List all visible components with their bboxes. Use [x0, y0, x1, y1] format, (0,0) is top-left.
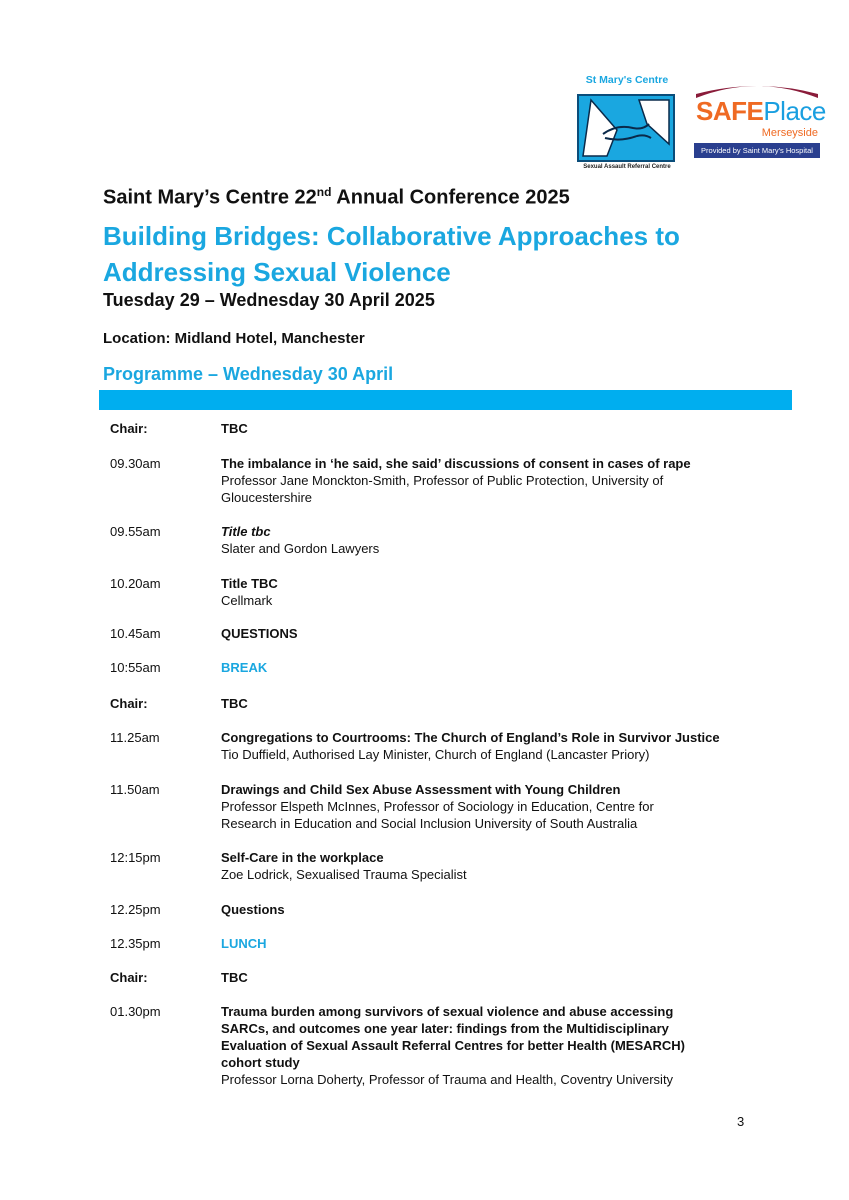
- schedule-time: 11.50am: [110, 782, 160, 797]
- schedule-time: 12.25pm: [110, 902, 161, 917]
- session-speaker-line: Zoe Lodrick, Sexualised Trauma Specialist: [221, 867, 467, 882]
- schedule-content: [221, 625, 790, 642]
- schedule-time: 10:55am: [110, 660, 161, 675]
- st-marys-logo-subtitle: Sexual Assault Referral Centre: [583, 164, 671, 170]
- programme-heading: Programme – Wednesday 30 April: [103, 364, 394, 384]
- st-marys-logo-title: St Mary's Centre: [585, 74, 669, 86]
- section-divider-bar: [99, 390, 792, 410]
- schedule-row: [110, 420, 790, 437]
- schedule-row: [110, 935, 790, 952]
- schedule-content: [221, 781, 790, 832]
- st-marys-logo: [575, 74, 679, 174]
- schedule-content: [221, 901, 790, 918]
- session-title: Self-Care in the workplace: [221, 850, 384, 865]
- session-speaker-line: Professor Lorna Doherty, Professor of Trauma and Health, Coventry University: [221, 1072, 674, 1087]
- schedule-row: [110, 849, 790, 883]
- session-speaker-line: Cellmark: [221, 593, 273, 608]
- schedule-content: [221, 455, 790, 506]
- main-title: Building Bridges: Collaborative Approaches to Addressing Sexual Violence: [103, 220, 680, 287]
- schedule-content: [221, 1003, 711, 1088]
- schedule-row: [110, 969, 790, 986]
- conference-dates: Tuesday 29 – Wednesday 30 April 2025: [103, 290, 435, 310]
- schedule-row: [110, 659, 790, 676]
- schedule-row: [110, 729, 790, 763]
- schedule-row: [110, 781, 790, 832]
- logo-area: [575, 74, 825, 174]
- schedule-content: [221, 420, 790, 437]
- session-title: QUESTIONS: [221, 626, 298, 641]
- session-title: Trauma burden among survivors of sexual violence and abuse accessing SARCs, and outcomes one year later: findings from the Multidisciplinary Evaluation of Sexual Assault Referral Centres for better Health (MESARCH) cohort study: [221, 1004, 686, 1070]
- schedule-content: [221, 523, 790, 557]
- session-title: Drawings and Child Sex Abuse Assessment with Young Children: [221, 782, 621, 797]
- session-speaker-line: Tio Duffield, Authorised Lay Minister, Church of England (Lancaster Priory): [221, 747, 650, 762]
- safeplace-band: Provided by Saint Mary's Hospital: [694, 143, 820, 158]
- schedule-time: Chair:: [110, 970, 148, 985]
- session-speaker-line: Slater and Gordon Lawyers: [221, 541, 380, 556]
- session-speaker-line: Professor Elspeth McInnes, Professor of Sociology in Education, Centre for: [221, 799, 654, 814]
- schedule-content: [221, 695, 790, 712]
- schedule-content: [221, 849, 790, 883]
- schedule-time: 11.25am: [110, 730, 160, 745]
- schedule-row: [110, 523, 790, 557]
- session-title: TBC: [221, 421, 248, 436]
- schedule-content: [221, 729, 790, 763]
- schedule-row: [110, 1003, 790, 1088]
- session-title: BREAK: [221, 660, 268, 675]
- conference-title: Saint Mary’s Centre 22nd Annual Conference 2025: [103, 185, 570, 209]
- schedule-content: [221, 935, 790, 952]
- session-title: Questions: [221, 902, 285, 917]
- session-title: The imbalance in ‘he said, she said’ discussions of consent in cases of rape: [221, 456, 691, 471]
- schedule-row: [110, 455, 790, 506]
- session-title: TBC: [221, 970, 248, 985]
- schedule-row: [110, 625, 790, 642]
- schedule-row: [110, 901, 790, 918]
- schedule-time: Chair:: [110, 696, 148, 711]
- session-title: Title tbc: [221, 524, 271, 539]
- conference-location: Location: Midland Hotel, Manchester: [103, 330, 365, 347]
- schedule-row: [110, 695, 790, 712]
- schedule-content: [221, 969, 790, 986]
- schedule-time: 09.30am: [110, 456, 161, 471]
- schedule-time: 12.35pm: [110, 936, 161, 951]
- safeplace-wordmark: SAFEPlace: [696, 96, 826, 126]
- schedule-time: Chair:: [110, 421, 148, 436]
- session-title: LUNCH: [221, 936, 267, 951]
- schedule-time: 10.45am: [110, 626, 161, 641]
- safeplace-logo: [694, 80, 826, 160]
- schedule-row: [110, 575, 790, 609]
- helping-hands-icon: [577, 94, 675, 162]
- conference-heading: [103, 178, 803, 290]
- schedule-time: 10.20am: [110, 576, 161, 591]
- schedule-time: 12:15pm: [110, 850, 161, 865]
- session-speaker-line: Gloucestershire: [221, 490, 313, 505]
- session-title: Congregations to Courtrooms: The Church of England’s Role in Survivor Justice: [221, 730, 720, 745]
- session-title: TBC: [221, 696, 248, 711]
- schedule-time: 09.55am: [110, 524, 161, 539]
- session-title: Title TBC: [221, 576, 278, 591]
- page-number: 3: [737, 1114, 745, 1129]
- schedule-content: [221, 575, 790, 609]
- schedule-time: 01.30pm: [110, 1004, 161, 1019]
- session-speaker-line: Research in Education and Social Inclusion University of South Australia: [221, 816, 638, 831]
- schedule-content: [221, 659, 790, 676]
- session-speaker-line: Professor Jane Monckton-Smith, Professor of Public Protection, University of: [221, 473, 664, 488]
- safeplace-region: Merseyside: [761, 127, 818, 139]
